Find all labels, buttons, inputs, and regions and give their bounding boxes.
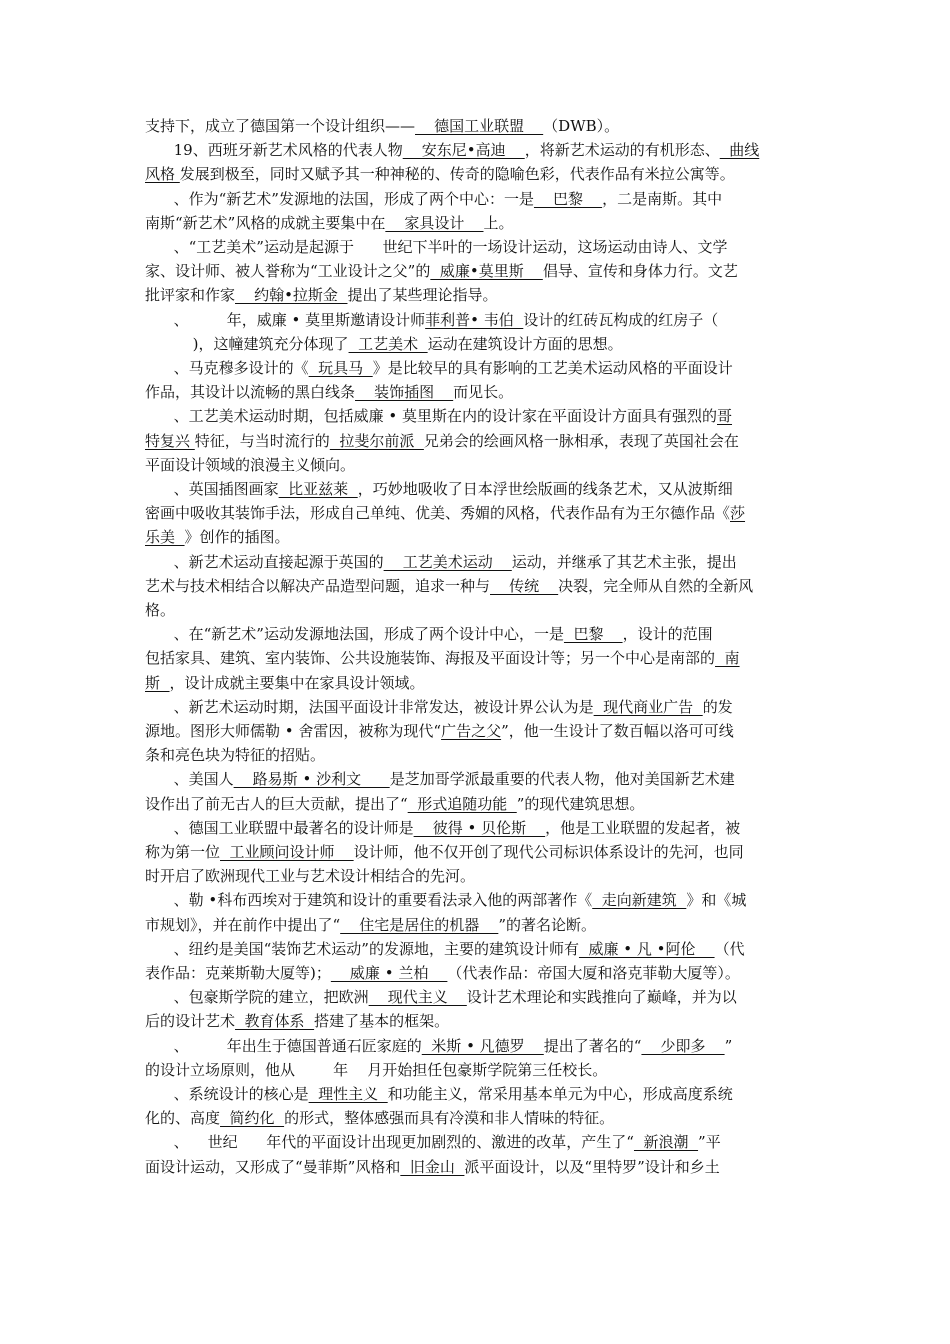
text-segment: ，设计成就主要集中在家具设计领域。: [169, 673, 425, 692]
text-line: [145, 888, 746, 912]
text-line: [145, 501, 745, 525]
text-segment: （DWB）。: [543, 117, 620, 135]
answer-blank: 住宅是居住的机器: [340, 915, 499, 934]
text-segment: 条和亮色块为特征的招贴。: [145, 746, 326, 765]
answer-blank: 路易斯 • 沙利文: [233, 770, 390, 789]
text-line: [145, 162, 735, 186]
text-segment: 设计师，他不仅开创了现代公司标识体系设计的先河，也同: [353, 843, 744, 861]
answer-blank: 乐美: [145, 528, 185, 547]
text-line: [145, 283, 498, 307]
text-segment: 格。: [145, 601, 176, 619]
text-line: [145, 259, 738, 283]
answer-blank: 哥: [717, 407, 733, 426]
text-line: [145, 235, 728, 259]
text-line: [145, 1034, 732, 1058]
text-line: [145, 1106, 614, 1130]
text-segment: 兄弟会的绘画风格一脉相承，表现了英国社会在: [423, 431, 739, 450]
text-segment: 运动在建筑设计方面的思想。: [427, 334, 623, 353]
text-segment: （代: [714, 939, 745, 958]
answer-blank: 威廉•莫里斯: [430, 262, 543, 281]
answer-blank: 比亚兹莱: [278, 480, 358, 498]
text-segment: ，二是南斯。其中: [602, 189, 723, 208]
text-line: [145, 356, 733, 380]
text-line: [145, 719, 734, 743]
answer-blank: 工业顾问设计师: [220, 843, 354, 861]
text-line: [145, 477, 733, 501]
text-segment: 设计艺术理论和实践推向了巅峰，并为以: [466, 988, 737, 1007]
answer-blank: 米斯 • 凡德罗: [421, 1036, 544, 1055]
text-segment: 19、西班牙新艺术风格的代表人物: [145, 141, 403, 160]
text-line: [145, 211, 514, 235]
text-segment: 上。: [483, 213, 514, 232]
text-segment: 作品，其设计以流畅的黑白线条: [145, 383, 356, 402]
text-line: [145, 525, 290, 549]
text-line: [145, 308, 718, 332]
text-segment: 、包豪斯学院的建立，把欧洲: [145, 988, 369, 1007]
text-segment: 的发: [702, 697, 733, 716]
text-line: [145, 429, 739, 453]
text-segment: 倡导、宣传和身体力行。文艺: [542, 262, 738, 281]
text-line: [145, 1155, 720, 1179]
text-line: [145, 840, 744, 864]
text-line: [145, 332, 623, 356]
text-line: [145, 380, 513, 404]
answer-blank: 新浪潮: [633, 1133, 699, 1152]
answer-blank: 威廉 • 兰柏: [330, 964, 448, 982]
text-segment: 包括家具、建筑、室内装饰、公共设施装饰、海报及平面设计等；另一个中心是南部的: [145, 649, 716, 668]
text-line: [145, 187, 722, 211]
text-line: [145, 1009, 449, 1033]
answer-blank: 安东尼•高迪: [402, 141, 525, 160]
answer-blank: 特复兴: [145, 431, 195, 450]
text-segment: 》是比较早的具有影响的工艺美术运动风格的平面设计: [372, 359, 733, 377]
answer-blank: 少即多: [641, 1036, 725, 1055]
text-segment: 提出了某些理论指导。: [347, 286, 498, 305]
answer-blank: 形式追随功能: [407, 794, 517, 813]
text-segment: 表作品：克莱斯勒大厦等)；: [145, 964, 331, 982]
answer-blank: 曲线: [719, 141, 760, 160]
text-segment: 家、设计师、被人誉称为“工业设计之父”的: [145, 262, 431, 281]
answer-blank: 玩具马: [308, 359, 373, 377]
text-segment: 、系统设计的核心是: [145, 1085, 309, 1103]
text-segment: 、工艺美术运动时期，包括威廉 • 莫里斯在内的设计家在平面设计方面具有强烈的: [145, 407, 717, 426]
text-segment: ”: [724, 1036, 733, 1055]
text-segment: 支持下，成立了德国第一个设计组织——: [145, 117, 416, 135]
text-segment: 面设计运动，又形成了“曼菲斯”风格和: [145, 1157, 401, 1176]
answer-blank: 简约化: [220, 1109, 285, 1128]
text-line: [145, 937, 745, 961]
text-segment: ”的现代建筑思想。: [516, 794, 645, 813]
text-segment: （代表作品：帝国大厦和洛克菲勒大厦等）。: [447, 964, 740, 982]
answer-blank: 约翰•拉斯金: [235, 286, 348, 305]
answer-blank: 传统: [490, 576, 559, 595]
text-segment: 、新艺术运动直接起源于英国的: [145, 552, 384, 571]
text-line: [145, 453, 355, 477]
text-segment: 设计的红砖瓦构成的红房子（: [523, 310, 719, 329]
answer-blank: 巴黎: [533, 189, 603, 208]
answer-blank: 教育体系: [235, 1012, 315, 1031]
answer-blank: 工艺美术: [348, 334, 428, 353]
answer-blank: 广告之父: [441, 722, 502, 740]
text-line: [145, 864, 475, 888]
text-segment: 发展到极至，同时又赋予其一种神秘的、传奇的隐喻色彩，代表作品有米拉公寓等。: [179, 165, 735, 184]
text-line: [145, 598, 175, 622]
answer-blank: 彼得 • 贝伦斯: [413, 818, 546, 837]
text-segment: 源地。图形大师儒勒 • 舍雷因，被称为现代“: [145, 722, 442, 740]
text-segment: 、英国插图画家: [145, 480, 279, 498]
answer-blank: 拉斐尔前派: [329, 431, 424, 450]
text-line: [145, 574, 753, 598]
answer-blank: 威廉 • 凡 •阿伦: [578, 939, 715, 958]
text-segment: 搭建了基本的框架。: [314, 1012, 450, 1031]
text-segment: 、 世纪 年代的平面设计出现更加剧烈的、激进的改革，产生了“: [145, 1133, 634, 1152]
text-segment: ，设计的范围: [622, 625, 713, 644]
text-segment: 、马克穆多设计的《: [145, 359, 309, 377]
text-segment: 的形式，整体感强而具有冷漠和非人情味的特征。: [284, 1109, 615, 1128]
text-segment: 是芝加哥学派最重要的代表人物，他对美国新艺术建: [389, 770, 735, 789]
text-segment: 、美国人: [145, 770, 234, 789]
text-line: [145, 767, 735, 791]
answer-blank: 德国工业联盟: [415, 117, 544, 135]
text-segment: ，他是工业联盟的发起者，被: [545, 818, 741, 837]
text-segment: )，这幢建筑充分体现了: [145, 334, 349, 353]
text-segment: 、新艺术运动时期，法国平面设计非常发达，被设计界公认为是: [145, 697, 594, 716]
text-segment: 》创作的插图。: [184, 528, 290, 547]
answer-blank: 走向新建筑: [592, 891, 687, 910]
text-line: [145, 646, 740, 670]
text-segment: 市规划》，并在前作中提出了“: [145, 915, 341, 934]
text-line: [145, 1130, 721, 1154]
text-segment: 南斯“新艺术”风格的成就主要集中在: [145, 213, 386, 232]
text-line: [145, 622, 713, 646]
text-line: [145, 138, 759, 162]
text-segment: ”，他一生设计了数百幅以洛可可线: [501, 722, 734, 740]
text-line: [145, 792, 644, 816]
answer-blank: 现代主义: [368, 988, 467, 1007]
text-segment: 时开启了欧洲现代工业与艺术设计相结合的先河。: [145, 867, 476, 886]
text-segment: ”平: [698, 1133, 721, 1152]
answer-blank: 南: [715, 649, 740, 668]
text-segment: 派平面设计，以及“里特罗”设计和乡土: [464, 1157, 720, 1176]
text-segment: 特征，与当时流行的: [194, 431, 330, 450]
text-line: [145, 1058, 607, 1082]
answer-blank: 现代商业广告: [593, 697, 703, 716]
text-segment: 决裂，完全师从自然的全新风: [558, 576, 754, 595]
text-segment: 平面设计领域的浪漫主义倾向。: [145, 455, 356, 474]
text-line: [145, 671, 425, 695]
text-segment: 的设计立场原则，他从 年 月开始担任包豪斯学院第三任校长。: [145, 1060, 608, 1079]
text-segment: ，巧妙地吸收了日本浮世绘版画的线条艺术，又从波斯细: [357, 480, 733, 498]
text-segment: 密画中吸收其装饰手法，形成自己单纯、优美、秀媚的风格，代表作品有为王尔德作品《: [145, 504, 731, 523]
text-segment: 称为第一位: [145, 843, 221, 861]
answer-blank: 风格: [145, 165, 180, 184]
text-line: [145, 985, 737, 1009]
text-line: [145, 1082, 733, 1106]
answer-blank: 莎: [730, 504, 746, 523]
text-segment: 、勒 •科布西埃对于建筑和设计的重要看法录入他的两部著作《: [145, 891, 593, 910]
text-segment: 化的、高度: [145, 1109, 221, 1128]
text-segment: 、“工艺美术”运动是起源于 世纪下半叶的一场设计运动，这场运动由诗人、文学: [145, 238, 728, 256]
text-segment: 、 年出生于德国普通石匠家庭的: [145, 1036, 422, 1055]
answer-blank: 斯: [145, 673, 170, 692]
text-segment: 、作为“新艺术”发源地的法国，形成了两个中心：一是: [145, 189, 534, 208]
answer-blank: 装饰插图: [355, 383, 454, 402]
text-segment: 和功能主义，常采用基本单元为中心，形成高度系统: [387, 1085, 733, 1103]
text-line: [145, 816, 740, 840]
answer-blank: 家具设计: [385, 213, 484, 232]
text-line: [145, 961, 740, 985]
text-segment: 艺术与技术相结合以解决产品造型问题，追求一种与: [145, 576, 491, 595]
text-segment: 、在“新艺术”运动发源地法国，形成了两个设计中心，一是: [145, 625, 564, 644]
text-segment: 、德国工业联盟中最著名的设计师是: [145, 818, 414, 837]
answer-blank: 理性主义: [308, 1085, 388, 1103]
text-line: [145, 404, 732, 428]
text-segment: 后的设计艺术: [145, 1012, 236, 1031]
answer-blank: 菲利普• 韦伯: [425, 310, 524, 329]
text-segment: 、纽约是美国“装饰艺术运动”的发源地，主要的建筑设计师有: [145, 939, 579, 958]
answer-blank: 旧金山: [400, 1157, 465, 1176]
text-segment: ”的著名论断。: [498, 915, 596, 934]
text-segment: 批评家和作家: [145, 286, 236, 305]
text-segment: 运动，并继承了其艺术主张，提出: [511, 552, 737, 571]
text-line: [145, 114, 619, 138]
text-segment: 》和《城: [686, 891, 747, 910]
text-line: [145, 695, 733, 719]
text-segment: 提出了著名的“: [543, 1036, 642, 1055]
answer-blank: 巴黎: [563, 625, 623, 644]
text-segment: 、 年，威廉 • 莫里斯邀请设计师: [145, 310, 426, 329]
text-segment: ，将新艺术运动的有机形态、: [524, 141, 720, 160]
answer-blank: 工艺美术运动: [383, 552, 512, 571]
text-line: [145, 743, 325, 767]
text-line: [145, 913, 596, 937]
text-line: [145, 550, 737, 574]
text-segment: 而见长。: [453, 383, 514, 402]
text-segment: 设作出了前无古人的巨大贡献，提出了“: [145, 794, 408, 813]
